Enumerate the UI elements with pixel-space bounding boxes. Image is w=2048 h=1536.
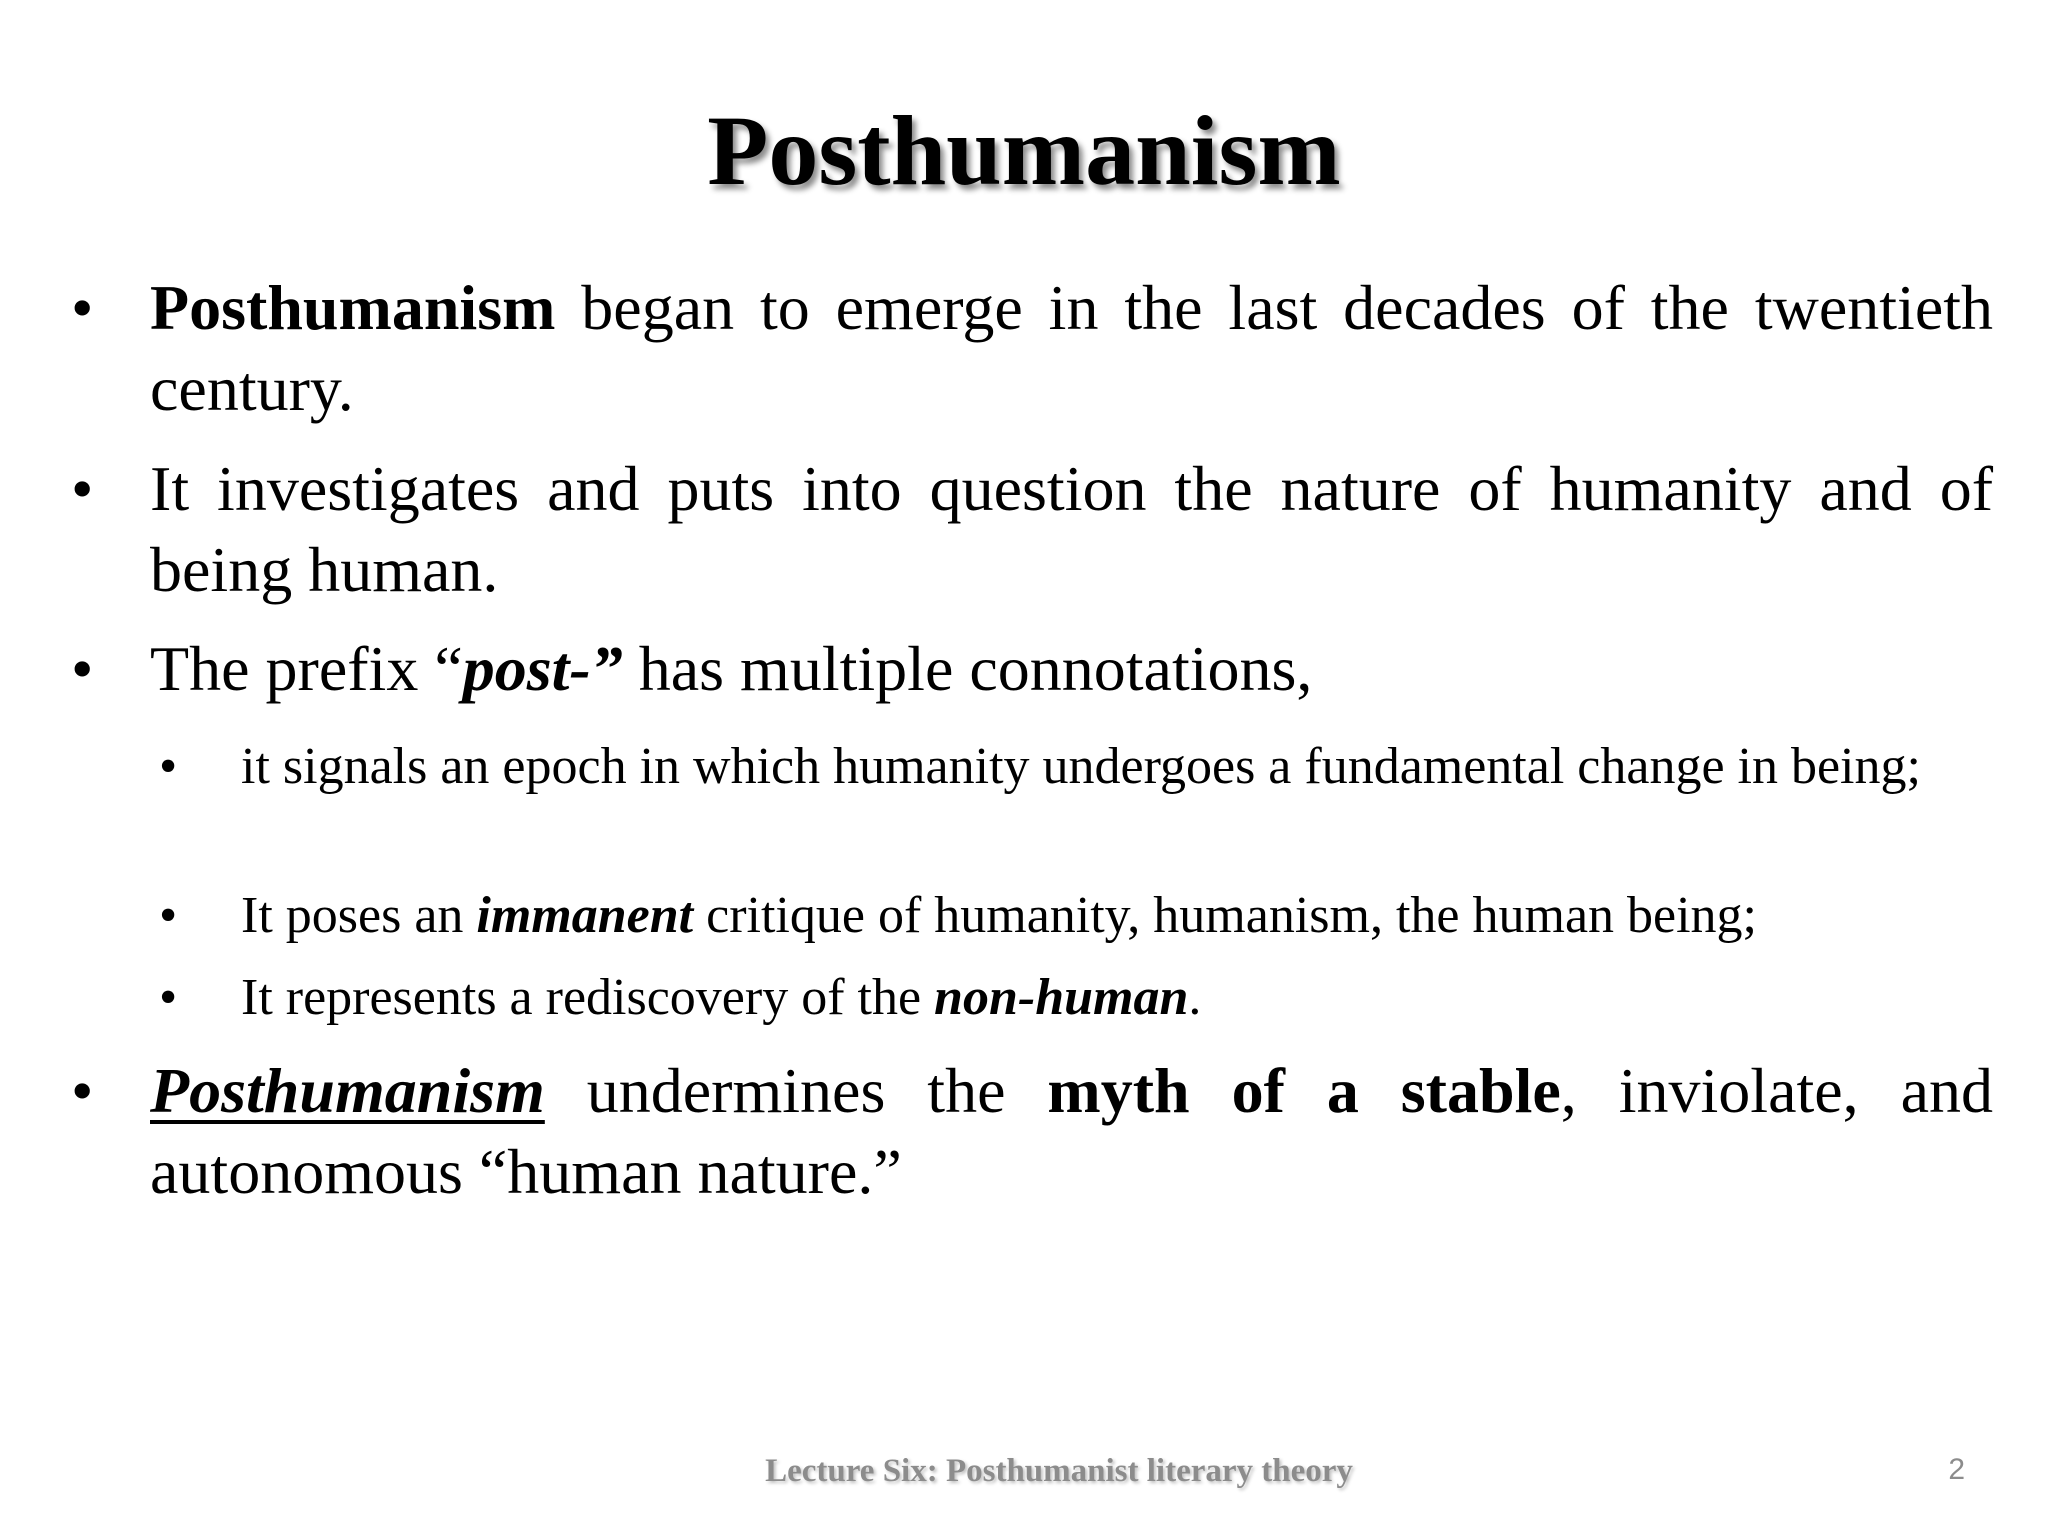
- sub-bullet-item: [159, 882, 1993, 950]
- emphasized-term: Posthumanism: [150, 1055, 545, 1126]
- bullet-text: The prefix “: [150, 633, 463, 704]
- bullet-item: [71, 628, 1993, 709]
- bullet-item: [71, 267, 1993, 429]
- bullet-text: has multiple connotations,: [622, 633, 1313, 704]
- emphasized-term: immanent: [476, 887, 694, 944]
- sub-bullet-text: .: [1188, 969, 1202, 1026]
- sub-bullet-text: It poses an: [241, 887, 477, 944]
- sub-bullet-item: [159, 964, 1993, 1032]
- bullet-text: It investigates and puts into question the nature of humanity and of being human.: [150, 453, 1993, 605]
- bullet-text: began to emerge in the last decades of the twentieth century.: [150, 272, 1993, 424]
- slide-title: Posthumanism: [707, 95, 1341, 206]
- bullet-glyph: •: [159, 738, 178, 795]
- sub-bullet-text: it signals an epoch in which humanity undergoes a fundamental change in being;: [241, 738, 1921, 795]
- sub-bullet-item: [159, 733, 1993, 801]
- emphasized-term: non-human: [934, 969, 1189, 1026]
- bold-term: myth of a stable: [1047, 1055, 1561, 1126]
- bullet-item: [71, 448, 1993, 610]
- bullet-glyph: •: [71, 1055, 94, 1126]
- emphasized-term: post-”: [462, 633, 623, 704]
- bullet-text: , inviolate, and autonomous “human nature.”: [150, 1055, 1994, 1207]
- bullet-glyph: •: [71, 633, 94, 704]
- footer-text: Lecture Six: Posthumanist literary theory: [765, 1453, 1353, 1489]
- sub-bullet-text: It represents a rediscovery of the: [241, 969, 935, 1026]
- bullet-text: undermines the: [544, 1055, 1048, 1126]
- bullet-glyph: •: [159, 969, 178, 1026]
- bullet-glyph: •: [159, 887, 178, 944]
- bullet-item: [71, 1050, 1994, 1212]
- page-number: 2: [1948, 1453, 1965, 1486]
- bold-term: Posthumanism: [150, 272, 556, 343]
- slide-footer: [0, 1453, 2048, 1490]
- bullet-glyph: •: [71, 453, 94, 524]
- sub-bullet-text: critique of humanity, humanism, the human being;: [693, 887, 1757, 944]
- bullet-glyph: •: [71, 272, 94, 343]
